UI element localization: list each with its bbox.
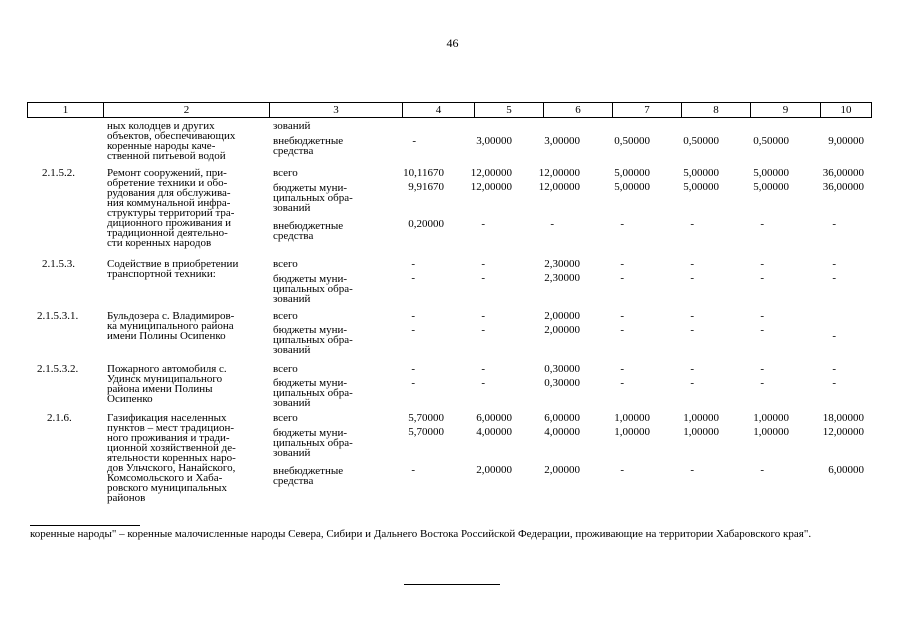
footnote: коренные народы" – коренные малочисленные народы Севера, Сибири и Дальнего Востока Российской Федерации, проживающие на территории Хабаровского края". (30, 528, 812, 540)
value-col-7: - (620, 363, 624, 375)
value-col-8: - (690, 258, 694, 270)
value-col-10: 36,00000 (822, 167, 864, 179)
item-title: ных колодцев и других объектов, обеспечивающих коренные народы каче- ственной питьевой водой (107, 120, 236, 162)
value-col-9: - (760, 272, 764, 284)
value-col-4: - (411, 310, 415, 322)
value-col-7: - (620, 464, 624, 476)
value-col-10: 12,00000 (822, 426, 864, 438)
value-col-4: 9,91670 (408, 181, 444, 193)
header-col-8: 8 (682, 103, 751, 118)
item-code: 2.1.6. (47, 412, 72, 424)
value-col-5: - (481, 363, 485, 375)
header-col-10: 10 (821, 103, 872, 118)
value-col-5: - (481, 377, 485, 389)
header-col-1: 1 (28, 103, 104, 118)
source-label: всего (273, 412, 298, 424)
end-separator (404, 584, 500, 585)
source-label: внебюджетные средства (273, 135, 344, 157)
value-col-7: 5,00000 (614, 181, 650, 193)
value-col-4: 0,20000 (408, 218, 444, 230)
item-title: Газификация населенных пунктов – мест традицион- ного проживания и тради- ционной хозяйственной де- ятельности коренных наро- дов Ульчского, Нанайского, Комсомольского и Хаба- ровского муниципальных районов (107, 412, 236, 504)
header-col-7: 7 (613, 103, 682, 118)
value-col-6: 2,00000 (544, 310, 580, 322)
value-col-4: - (411, 324, 415, 336)
header-col-2: 2 (104, 103, 270, 118)
value-col-6: 6,00000 (544, 412, 580, 424)
value-col-10: 9,00000 (828, 135, 864, 147)
value-col-4: - (411, 464, 415, 476)
source-label: внебюджетные средства (273, 465, 344, 487)
value-col-8: - (690, 363, 694, 375)
value-col-10: 6,00000 (828, 464, 864, 476)
source-label: бюджеты муни- ципальных обра- зований (273, 377, 353, 409)
value-col-8: 0,50000 (683, 135, 719, 147)
value-col-9: 1,00000 (753, 412, 789, 424)
value-col-6: 2,30000 (544, 258, 580, 270)
value-col-5: 12,00000 (470, 167, 512, 179)
value-col-4: - (411, 363, 415, 375)
item-code: 2.1.5.3.1. (37, 310, 79, 322)
value-col-7: - (620, 218, 624, 230)
item-title: Ремонт сооружений, при- обретение техники и обо- рудования для обслужива- ния коммунальной инфра- структуры территорий тра- диционного проживания и традиционной деятельно- сти коренных народов (107, 167, 235, 249)
value-col-9: - (760, 324, 764, 336)
value-col-6: 12,00000 (538, 181, 580, 193)
value-col-9: - (760, 218, 764, 230)
value-col-10: 18,00000 (822, 412, 864, 424)
value-col-4: - (411, 377, 415, 389)
source-label: зований (273, 120, 311, 132)
value-col-9: - (760, 363, 764, 375)
value-col-6: 2,00000 (544, 464, 580, 476)
value-col-7: 1,00000 (614, 426, 650, 438)
item-code: 2.1.5.3.2. (37, 363, 79, 375)
value-col-8: 1,00000 (683, 412, 719, 424)
source-label: всего (273, 258, 298, 270)
footnote-separator (30, 525, 140, 526)
item-title: Пожарного автомобиля с. Удинск муниципального района имени Полины Осипенко (107, 363, 227, 405)
source-label: бюджеты муни- ципальных обра- зований (273, 324, 353, 356)
value-col-7: - (620, 310, 624, 322)
source-label: всего (273, 310, 298, 322)
value-col-9: - (760, 464, 764, 476)
page-number: 46 (446, 36, 459, 50)
value-col-9: - (760, 310, 764, 322)
source-label: внебюджетные средства (273, 220, 344, 242)
value-col-10: - (832, 363, 836, 375)
value-col-9: 5,00000 (753, 181, 789, 193)
value-col-5: 12,00000 (470, 181, 512, 193)
source-label: всего (273, 167, 298, 179)
value-col-8: - (690, 272, 694, 284)
value-col-8: 5,00000 (683, 167, 719, 179)
value-col-8: - (690, 310, 694, 322)
item-code: 2.1.5.3. (42, 258, 75, 270)
value-col-5: - (481, 324, 485, 336)
source-label: всего (273, 363, 298, 375)
value-col-4: 5,70000 (408, 412, 444, 424)
value-col-10: - (832, 218, 836, 230)
value-col-7: - (620, 272, 624, 284)
value-col-7: 5,00000 (614, 167, 650, 179)
value-col-8: 1,00000 (683, 426, 719, 438)
value-col-4: - (411, 258, 415, 270)
value-col-6: 4,00000 (544, 426, 580, 438)
value-col-8: - (690, 218, 694, 230)
value-col-10: - (832, 330, 836, 342)
value-col-4: 10,11670 (403, 167, 444, 179)
value-col-6: - (550, 218, 554, 230)
value-col-10: 36,00000 (822, 181, 864, 193)
value-col-4: 5,70000 (408, 426, 444, 438)
value-col-5: - (481, 258, 485, 270)
item-title: Содействие в приобретении транспортной техники: (107, 258, 239, 280)
source-label: бюджеты муни- ципальных обра- зований (273, 273, 353, 305)
value-col-6: 2,30000 (544, 272, 580, 284)
value-col-5: - (481, 310, 485, 322)
value-col-8: - (690, 377, 694, 389)
value-col-9: 5,00000 (753, 167, 789, 179)
value-col-4: - (411, 272, 415, 284)
value-col-10: - (832, 258, 836, 270)
header-col-9: 9 (751, 103, 821, 118)
value-col-10: - (832, 272, 836, 284)
value-col-9: 1,00000 (753, 426, 789, 438)
item-code: 2.1.5.2. (42, 167, 75, 179)
value-col-6: 0,30000 (544, 363, 580, 375)
value-col-9: 0,50000 (753, 135, 789, 147)
header-col-3: 3 (270, 103, 403, 118)
source-label: бюджеты муни- ципальных обра- зований (273, 182, 353, 214)
header-col-4: 4 (403, 103, 475, 118)
value-col-5: 3,00000 (476, 135, 512, 147)
value-col-7: - (620, 324, 624, 336)
value-col-8: - (690, 324, 694, 336)
value-col-8: 5,00000 (683, 181, 719, 193)
value-col-7: 0,50000 (614, 135, 650, 147)
value-col-8: - (690, 464, 694, 476)
value-col-6: 0,30000 (544, 377, 580, 389)
item-title: Бульдозера с. Владимиров- ка муниципального района имени Полины Осипенко (107, 310, 235, 342)
header-col-6: 6 (544, 103, 613, 118)
value-col-7: - (620, 258, 624, 270)
value-col-9: - (760, 377, 764, 389)
value-col-5: - (481, 272, 485, 284)
value-col-6: 2,00000 (544, 324, 580, 336)
value-col-5: 6,00000 (476, 412, 512, 424)
value-col-10: - (832, 377, 836, 389)
value-col-6: 3,00000 (544, 135, 580, 147)
value-col-5: - (481, 218, 485, 230)
value-col-6: 12,00000 (538, 167, 580, 179)
value-col-7: - (620, 377, 624, 389)
value-col-5: 4,00000 (476, 426, 512, 438)
value-col-9: - (760, 258, 764, 270)
header-col-5: 5 (475, 103, 544, 118)
table-header (27, 102, 872, 118)
value-col-7: 1,00000 (614, 412, 650, 424)
value-col-5: 2,00000 (476, 464, 512, 476)
source-label: бюджеты муни- ципальных обра- зований (273, 427, 353, 459)
value-col-4: - (412, 135, 416, 147)
